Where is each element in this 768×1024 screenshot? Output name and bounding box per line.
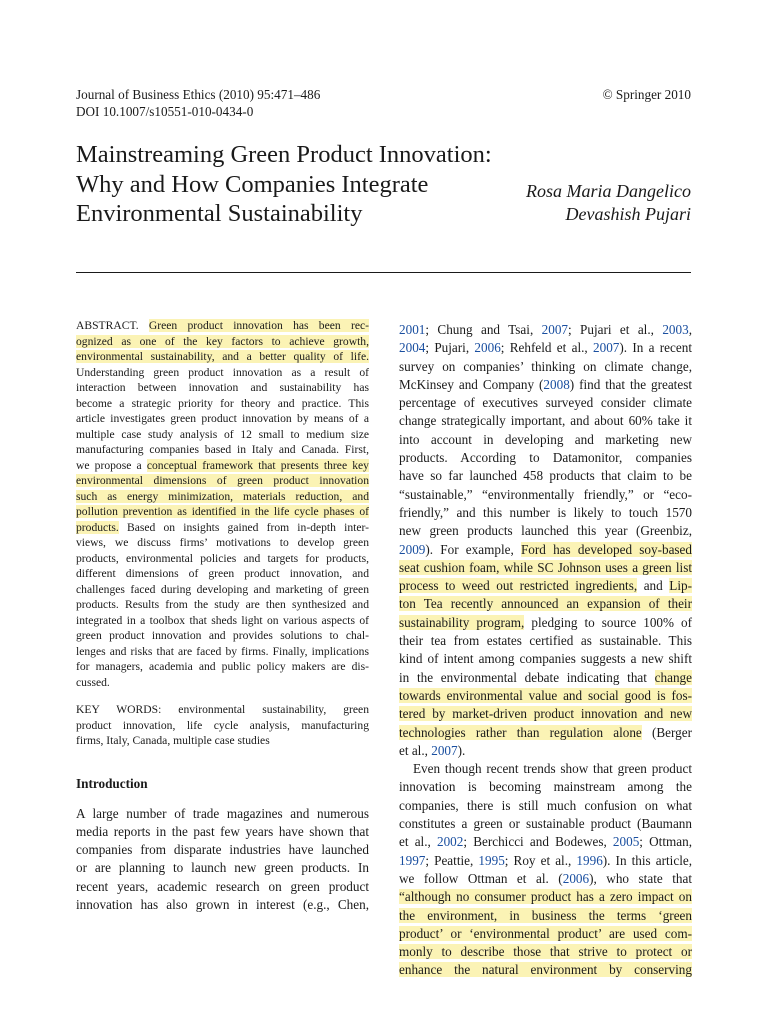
title-line: Why and How Companies Integrate xyxy=(76,170,429,198)
text-run: article investigates green product innovation by means of a xyxy=(76,412,369,425)
text-run: ABSTRACT. xyxy=(76,319,149,332)
highlighted-text: pollution prevention as identified in the life cycle phases of xyxy=(76,505,369,518)
citation-link[interactable]: 2001 xyxy=(399,322,426,337)
right-column xyxy=(399,321,692,980)
text-run: integrated in a toolbox that sheds light on various aspects of xyxy=(76,613,369,627)
text-line xyxy=(76,841,369,859)
citation-link[interactable]: 1997 xyxy=(399,852,426,868)
citation-link[interactable]: 1996 xyxy=(576,852,603,868)
text-run: ; Berchicci and Bodewes, xyxy=(463,834,613,850)
text-line xyxy=(399,559,692,577)
text-run: ). In a recent xyxy=(619,340,692,356)
text-run: we follow Ottman et al. ( xyxy=(399,870,563,886)
text-line xyxy=(399,925,692,943)
text-line xyxy=(76,613,369,629)
text-line xyxy=(76,349,369,365)
text-run: change strategically important, and about 60% take it xyxy=(399,413,692,429)
text-line xyxy=(399,907,692,925)
text-line xyxy=(76,535,369,551)
text-line xyxy=(399,431,692,449)
text-line xyxy=(399,760,692,778)
citation-link[interactable]: 2002 xyxy=(436,834,464,850)
text-line xyxy=(76,878,369,896)
text-line xyxy=(399,742,692,760)
text-line xyxy=(76,427,369,443)
author-name: Rosa Maria Dangelico xyxy=(526,181,691,201)
article-title xyxy=(76,140,546,229)
text-line xyxy=(399,870,692,888)
body-paragraph xyxy=(399,760,692,980)
text-run: et al., xyxy=(399,742,432,758)
citation-link[interactable]: 1995 xyxy=(478,852,505,868)
highlighted-text: monly to describe those that strive to protect or xyxy=(399,944,692,960)
text-run: in the environmental debate indicating that xyxy=(399,669,655,685)
highlighted-text: tered by market-driven product innovation and new xyxy=(399,706,692,722)
text-run: ) find that the greatest xyxy=(569,376,693,392)
text-run: ), who state that xyxy=(589,870,693,886)
text-line xyxy=(399,650,692,668)
left-column xyxy=(76,318,369,914)
text-line xyxy=(76,473,369,489)
text-line xyxy=(399,724,692,742)
text-run: survey on companies’ thinking on climate change, xyxy=(399,358,692,374)
copyright-notice: © Springer 2010 xyxy=(602,87,691,102)
keywords xyxy=(76,702,369,749)
text-run: ; Rehfeld et al., xyxy=(500,340,593,356)
text-run: views, we discuss firms’ motivations to develop green xyxy=(76,536,369,549)
text-line xyxy=(399,486,692,504)
text-line xyxy=(76,380,369,396)
text-run: Understanding green product innovation as a result of xyxy=(76,365,369,379)
text-line xyxy=(76,504,369,520)
spacer xyxy=(76,793,369,805)
text-run: innovation has also grown in interest (e.g., Chen, xyxy=(76,896,369,912)
author-list xyxy=(526,180,691,226)
highlighted-text: “although no consumer product has a zero impact on xyxy=(399,889,692,905)
text-run: green product innovation and provides solutions to chal- xyxy=(76,629,369,642)
text-line xyxy=(399,412,692,430)
text-line xyxy=(399,394,692,412)
text-run: friendly,” and this number is likely to touch 1570 xyxy=(399,504,692,520)
highlighted-text: change xyxy=(654,669,692,685)
text-run: , xyxy=(688,322,692,337)
text-line xyxy=(399,449,692,467)
text-line xyxy=(399,614,692,632)
text-line xyxy=(76,628,369,644)
text-line xyxy=(399,888,692,906)
highlighted-text: enhance the natural environment by conserving xyxy=(399,962,692,978)
text-line xyxy=(399,815,692,833)
text-run: kind of intent among companies suggests a new shift xyxy=(399,651,692,667)
text-run: ; Chung and Tsai, xyxy=(425,322,542,337)
highlighted-text: ton Tea recently announced an expansion of their xyxy=(399,596,692,612)
text-line xyxy=(399,376,692,394)
highlighted-text: process to weed out restricted ingredients, xyxy=(399,578,638,594)
spacer xyxy=(76,690,369,702)
text-run: ; Peattie, xyxy=(425,852,479,868)
highlighted-text: Lip- xyxy=(669,578,693,594)
text-run: A large number of trade magazines and numerous xyxy=(76,805,369,821)
text-run: ; Ottman, xyxy=(639,834,692,850)
text-run: ; Roy et al., xyxy=(504,852,577,868)
text-line xyxy=(76,805,369,823)
text-run: constitutes a green or sustainable product (Baumann xyxy=(399,816,692,832)
body-paragraph xyxy=(399,321,692,760)
text-line xyxy=(399,595,692,613)
citation-link[interactable]: 2007 xyxy=(431,742,458,758)
text-run: lenges and risks that are faced by firms. Finally, implications xyxy=(76,644,369,658)
title-line: Mainstreaming Green Product Innovation: xyxy=(76,141,492,168)
text-line xyxy=(76,458,369,474)
title-divider xyxy=(76,272,691,273)
highlighted-text: products. xyxy=(76,520,119,534)
text-line xyxy=(399,852,692,870)
text-line xyxy=(399,632,692,650)
highlighted-text: Green product innovation has been rec- xyxy=(148,319,369,332)
citation-link[interactable]: 2007 xyxy=(593,340,620,356)
citation-link[interactable]: 2006 xyxy=(562,870,590,886)
text-run: ; Pujari et al., xyxy=(568,322,663,337)
highlighted-text: ognized as one of the key factors to achieve growth, xyxy=(76,334,369,348)
text-run: manufacturing companies based in Italy and Canada. First, xyxy=(76,443,369,456)
abstract xyxy=(76,318,369,690)
text-run: products, environmental policies and targets for products, xyxy=(76,551,369,565)
text-line xyxy=(399,504,692,522)
section-heading: Introduction xyxy=(76,775,148,791)
citation-link[interactable]: 2007 xyxy=(541,322,568,337)
text-line xyxy=(76,675,369,691)
text-line xyxy=(399,467,692,485)
highlighted-text: such as energy minimization, materials reduction, and xyxy=(76,489,369,503)
text-line xyxy=(399,522,692,540)
text-run: ). xyxy=(457,742,466,758)
text-line xyxy=(76,489,369,505)
text-run: multiple case study analysis of 12 small to medium size xyxy=(76,427,369,441)
text-run: (Berger xyxy=(641,724,692,740)
text-run: ). For example, xyxy=(425,541,521,557)
text-run: into account in developing and marketing new xyxy=(399,431,692,447)
text-run: for managers, academia and public policy makers are dis- xyxy=(76,660,369,673)
text-line xyxy=(76,318,369,334)
journal-citation: Journal of Business Ethics (2010) 95:471–486 xyxy=(76,87,321,102)
citation-link[interactable]: 2004 xyxy=(399,340,426,356)
text-run: et al., xyxy=(399,834,437,850)
text-run: ). In this article, xyxy=(602,852,693,868)
text-line xyxy=(399,961,692,979)
text-line xyxy=(76,702,369,718)
journal-header xyxy=(76,86,320,120)
text-run: different dimensions of green product innovation, and xyxy=(76,567,369,580)
highlighted-text: technologies rather than regulation alone xyxy=(399,724,642,740)
text-run: companies from disparate industries have launched xyxy=(76,842,369,858)
text-run: product innovation, life cycle analysis, manufacturing xyxy=(76,718,369,732)
citation-link[interactable]: 2003 xyxy=(662,322,689,337)
text-run: Even though recent trends show that green product xyxy=(413,761,692,777)
text-line xyxy=(76,411,369,427)
text-line xyxy=(76,718,369,734)
text-line xyxy=(399,797,692,815)
highlighted-text: product’ or ‘environmental product’ are used com- xyxy=(399,925,692,941)
doi: DOI 10.1007/s10551-010-0434-0 xyxy=(76,104,254,119)
text-line xyxy=(76,365,369,381)
text-run: and xyxy=(637,578,670,594)
text-line xyxy=(399,705,692,723)
text-run: McKinsey and Company ( xyxy=(399,376,544,392)
text-line xyxy=(76,551,369,567)
text-run: percentage of executives surveyed consider climate xyxy=(399,395,692,411)
text-line xyxy=(399,577,692,595)
text-run: new green products launched this year (Greenbiz, xyxy=(399,523,692,539)
citation-link[interactable]: 2005 xyxy=(612,834,640,850)
text-line xyxy=(76,597,369,613)
text-line xyxy=(399,833,692,851)
text-line xyxy=(76,644,369,660)
highlighted-text: environmental sustainability, and a better quality of life. xyxy=(76,350,369,363)
text-run: we propose a xyxy=(76,458,147,472)
text-run: cussed. xyxy=(76,675,110,689)
text-run: products. According to Datamonitor, companies xyxy=(399,450,692,466)
text-line xyxy=(399,778,692,796)
text-run: “sustainable,” “environmentally friendly,” or “eco- xyxy=(399,486,692,502)
text-line xyxy=(76,566,369,582)
text-line xyxy=(399,358,692,376)
text-line xyxy=(76,334,369,350)
citation-link[interactable]: 2006 xyxy=(474,340,501,356)
text-run: innovation is becoming mainstream among the xyxy=(399,779,692,795)
text-run: challenges faced during developing and marketing of green xyxy=(76,582,369,596)
intro-paragraph xyxy=(76,805,369,915)
text-run: media reports in the past few years have shown that xyxy=(76,823,369,839)
text-run: interaction between innovation and sustainability has xyxy=(76,381,369,394)
text-run: Based on insights gained from in-depth inter- xyxy=(118,520,369,534)
text-line xyxy=(76,442,369,458)
text-line xyxy=(399,541,692,559)
highlighted-text: the environment, in business the terms ‘green xyxy=(399,907,692,923)
title-line: Environmental Sustainability xyxy=(76,200,363,227)
text-line xyxy=(76,733,369,749)
highlighted-text: environmental dimensions of green product innovation xyxy=(76,474,369,487)
highlighted-text: conceptual framework that presents three key xyxy=(146,458,369,472)
text-line xyxy=(76,859,369,877)
text-line xyxy=(76,896,369,914)
highlighted-text: seat cushion foam, while SC Johnson uses a green list xyxy=(399,559,692,575)
text-line xyxy=(76,520,369,536)
highlighted-text: towards environmental value and social good is fos- xyxy=(399,687,692,703)
citation-link[interactable]: 2008 xyxy=(543,376,570,392)
text-run: have so far launched 458 products that claim to be xyxy=(399,468,692,484)
text-run: recent years, academic research on green product xyxy=(76,878,369,894)
text-run: pledging to source 100% of xyxy=(524,614,692,630)
spacer xyxy=(76,749,369,775)
citation-link[interactable]: 2009 xyxy=(399,541,426,557)
text-line xyxy=(399,669,692,687)
text-run: companies, there is still much confusion on what xyxy=(399,797,692,813)
text-run: ; Pujari, xyxy=(425,340,475,356)
text-line xyxy=(76,659,369,675)
text-run: KEY WORDS: environmental sustainability, green xyxy=(76,703,369,716)
text-run: become a strategic priority for theory and practice. This xyxy=(76,396,369,410)
text-line xyxy=(399,321,692,339)
text-line xyxy=(399,687,692,705)
highlighted-text: Ford has developed soy-based xyxy=(520,541,692,557)
highlighted-text: sustainability program, xyxy=(399,614,525,630)
text-run: their tea from estates certified as sustainable. This xyxy=(399,633,692,649)
text-line xyxy=(76,396,369,412)
author-name: Devashish Pujari xyxy=(565,204,691,224)
text-line xyxy=(76,582,369,598)
text-line xyxy=(399,943,692,961)
text-run: products. Results from the study are then synthesized and xyxy=(76,598,369,611)
text-line xyxy=(76,823,369,841)
text-line xyxy=(399,339,692,357)
text-run: firms, Italy, Canada, multiple case studies xyxy=(76,734,270,747)
text-run: or are planning to launch new green products. In xyxy=(76,860,369,876)
